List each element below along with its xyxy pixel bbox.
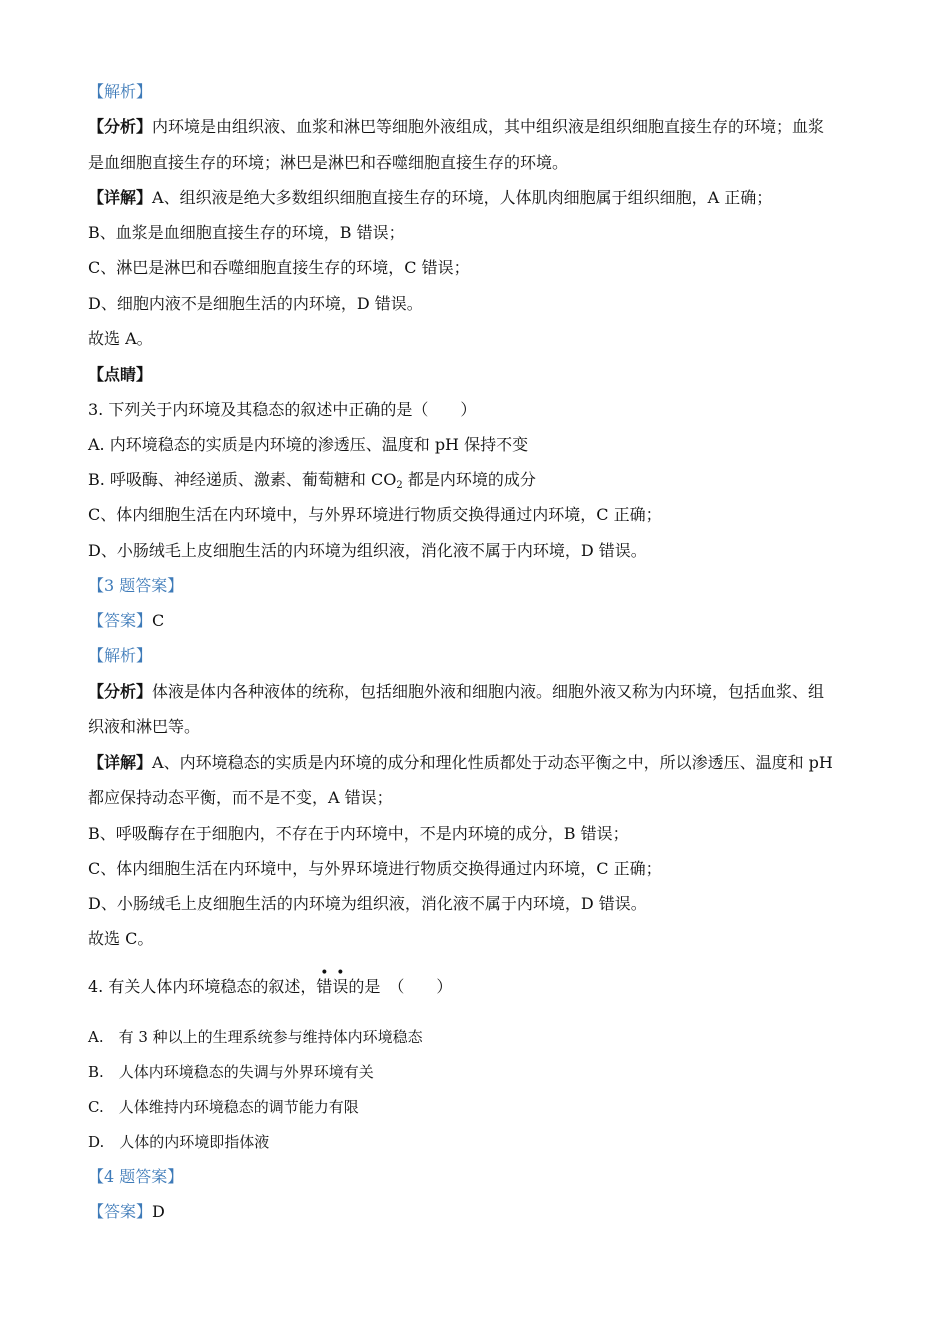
analysis-text: 体液是体内各种液体的统称，包括细胞外液和细胞内液。细胞外液又称为内环境，包括血浆、组 bbox=[152, 682, 825, 701]
answer-tag: 【答案】 bbox=[88, 1202, 153, 1221]
analysis-q3-line2: 织液和淋巴等。 bbox=[88, 717, 201, 736]
q3-option-d: D、小肠绒毛上皮细胞生活的内环境为组织液，消化液不属于内环境，D 错误。 bbox=[88, 541, 647, 560]
detail-q3-line2: 都应保持动态平衡，而不是不变，A 错误； bbox=[88, 788, 393, 807]
conclusion-q2: 故选 A。 bbox=[88, 329, 153, 348]
analysis-tag: 【分析】 bbox=[88, 682, 153, 701]
detail-q3-c: C、体内细胞生活在内环境中，与外界环境进行物质交换得通过内环境，C 正确； bbox=[88, 859, 662, 878]
detail-tag: 【详解】 bbox=[88, 753, 153, 772]
co2-subscript: 2 bbox=[396, 480, 403, 491]
q3-option-b-text: B. 呼吸酶、神经递质、激素、葡萄糖和 CO bbox=[88, 470, 397, 489]
analysis-q2-line2: 是血细胞直接生存的环境；淋巴是淋巴和吞噬细胞直接生存的环境。 bbox=[88, 153, 569, 172]
q3-answer-heading: 【3 题答案】 bbox=[88, 576, 184, 595]
q4-stem bbox=[88, 965, 453, 997]
dianjing-heading: 【点睛】 bbox=[88, 365, 153, 384]
answer-tag: 【答案】 bbox=[88, 611, 153, 630]
detail-q2-b: B、血浆是血细胞直接生存的环境，B 错误； bbox=[88, 223, 405, 242]
emphasis-char-2: • 误 bbox=[332, 965, 349, 996]
detail-q2-d: D、细胞内液不是细胞生活的内环境，D 错误。 bbox=[88, 294, 423, 313]
detail-q2-c: C、淋巴是淋巴和吞噬细胞直接生存的环境，C 错误； bbox=[88, 258, 470, 277]
q3-answer bbox=[88, 611, 164, 631]
conclusion-q3: 故选 C。 bbox=[88, 929, 154, 948]
q4-stem-text: 4. 有关人体内环境稳态的叙述， bbox=[88, 977, 317, 996]
q4-option-d: D. 人体的内环境即指体液 bbox=[88, 1133, 270, 1151]
q4-option-b: B. 人体内环境稳态的失调与外界环境有关 bbox=[88, 1063, 374, 1081]
detail-text: A、组织液是绝大多数组织细胞直接生存的环境，人体肌肉细胞属于组织细胞，A 正确； bbox=[152, 188, 773, 207]
q3-option-a: A. 内环境稳态的实质是内环境的渗透压、温度和 pH 保持不变 bbox=[88, 435, 529, 454]
detail-text: A、内环境稳态的实质是内环境的成分和理化性质都处于动态平衡之中，所以渗透压、温度和 pH bbox=[152, 753, 833, 772]
answer-value: C bbox=[152, 611, 165, 630]
answer-value: D bbox=[152, 1202, 165, 1221]
q4-stem-tail: 的是 （ ） bbox=[348, 977, 453, 996]
detail-q3-d: D、小肠绒毛上皮细胞生活的内环境为组织液，消化液不属于内环境，D 错误。 bbox=[88, 894, 647, 913]
jiexi-heading-q3: 【解析】 bbox=[88, 646, 153, 665]
q4-answer bbox=[88, 1202, 165, 1222]
emphasis-dot-icon: • bbox=[320, 965, 329, 981]
detail-q3-line1 bbox=[88, 753, 833, 773]
detail-q3-b: B、呼吸酶存在于细胞内，不存在于内环境中，不是内环境的成分，B 错误； bbox=[88, 824, 629, 843]
emphasis-dot-icon: • bbox=[336, 965, 345, 981]
detail-tag: 【详解】 bbox=[88, 188, 153, 207]
analysis-text: 内环境是由组织液、血浆和淋巴等细胞外液组成，其中组织液是组织细胞直接生存的环境；血浆 bbox=[152, 117, 825, 136]
q4-option-a: A. 有 3 种以上的生理系统参与维持体内环境稳态 bbox=[88, 1028, 423, 1046]
analysis-q3-line1 bbox=[88, 682, 824, 702]
detail-q2-a bbox=[88, 188, 772, 208]
q3-stem: 3. 下列关于内环境及其稳态的叙述中正确的是（ ） bbox=[88, 400, 477, 419]
q4-answer-heading: 【4 题答案】 bbox=[88, 1167, 184, 1186]
q3-option-c: C、体内细胞生活在内环境中，与外界环境进行物质交换得通过内环境，C 正确； bbox=[88, 505, 662, 524]
q3-option-b bbox=[88, 470, 536, 496]
analysis-tag: 【分析】 bbox=[88, 117, 153, 136]
q4-option-c: C. 人体维持内环境稳态的调节能力有限 bbox=[88, 1098, 359, 1116]
jiexi-heading-q2: 【解析】 bbox=[88, 82, 153, 101]
analysis-q2-line1 bbox=[88, 117, 824, 137]
emphasis-char-1: • 错 bbox=[316, 965, 333, 996]
q3-option-b-tail: 都是内环境的成分 bbox=[402, 470, 536, 489]
